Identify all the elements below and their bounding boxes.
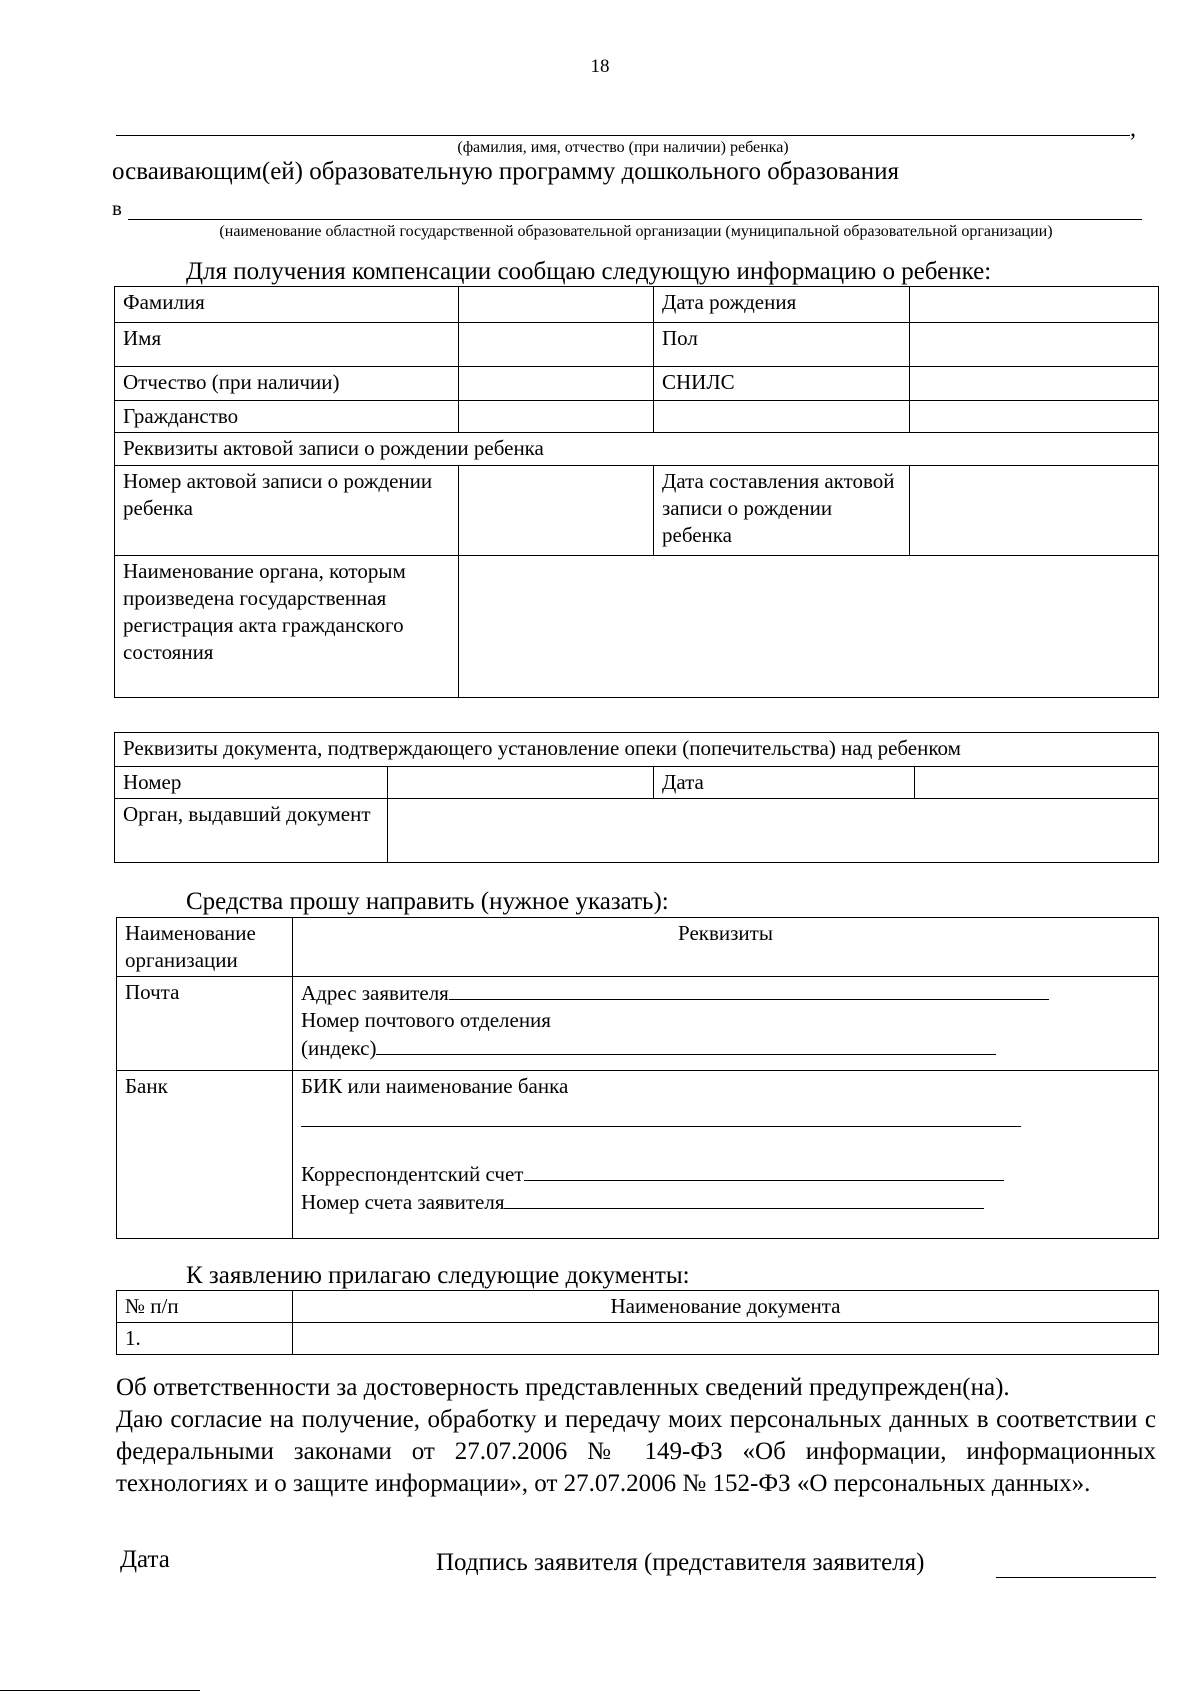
documents-heading: К заявлению прилагаю следующие документы: bbox=[186, 1262, 690, 1289]
date-label: Дата bbox=[120, 1546, 170, 1573]
name-value[interactable] bbox=[459, 323, 654, 367]
guardianship-number-label: Номер bbox=[115, 767, 388, 799]
comma: , bbox=[1130, 116, 1136, 142]
empty-cell bbox=[910, 401, 1159, 433]
birth-date-label: Дата рождения bbox=[654, 287, 910, 323]
bank-account-label: Номер счета заявителя bbox=[301, 1190, 505, 1214]
child-info-table bbox=[114, 286, 1159, 698]
bottom-rule bbox=[0, 1690, 200, 1691]
bank-account-field[interactable] bbox=[504, 1188, 984, 1209]
citizenship-value[interactable] bbox=[459, 401, 654, 433]
post-address-field[interactable] bbox=[449, 979, 1049, 1000]
record-date-value[interactable] bbox=[910, 466, 1159, 556]
snils-value[interactable] bbox=[910, 367, 1159, 401]
child-fio-line[interactable] bbox=[116, 135, 1130, 136]
authority-value[interactable] bbox=[459, 556, 1159, 698]
responsibility-text: Об ответственности за достоверность представленных сведений предупрежден(на). bbox=[116, 1374, 1010, 1401]
signature-label: Подпись заявителя (представителя заявителя) bbox=[436, 1549, 925, 1576]
birth-record-details-label: Реквизиты актовой записи о рождении ребенка bbox=[115, 433, 1159, 466]
bank-bik-label: БИК или наименование банка bbox=[301, 1074, 569, 1098]
surname-value[interactable] bbox=[459, 287, 654, 323]
record-number-label: Номер актовой записи о рождении ребенка bbox=[115, 466, 459, 556]
signature-line[interactable] bbox=[996, 1577, 1156, 1578]
bank-label[interactable]: Банк bbox=[117, 1071, 293, 1239]
post-label[interactable]: Почта bbox=[117, 977, 293, 1071]
sex-label: Пол bbox=[654, 323, 910, 367]
org-caption: (наименование областной государственной образовательной организации (муниципальной образовательной организации) bbox=[219, 223, 1053, 240]
post-index-label: (индекс) bbox=[301, 1036, 377, 1060]
bank-corr-field[interactable] bbox=[524, 1160, 1004, 1181]
guardianship-date-label: Дата bbox=[654, 767, 915, 799]
citizenship-label: Гражданство bbox=[115, 401, 459, 433]
record-number-value[interactable] bbox=[459, 466, 654, 556]
patronymic-value[interactable] bbox=[459, 367, 654, 401]
guardianship-issuer-label: Орган, выдавший документ bbox=[115, 799, 388, 863]
col-org-header: Наименование организации bbox=[117, 918, 293, 977]
guardianship-date-value[interactable] bbox=[915, 767, 1159, 799]
statement bbox=[116, 1372, 1156, 1500]
in-prefix: в bbox=[112, 196, 122, 220]
col-num-header: № п/п bbox=[117, 1291, 293, 1323]
consent-text: Даю согласие на получение, обработку и передачу моих персональных данных в соответствии с федеральными законами от 27.07.2006 № 149-ФЗ «Об информации, информационных технологиях и о защите информации», от 27.07.2006 № 152-ФЗ «О персональных данных». bbox=[116, 1406, 1156, 1497]
sex-value[interactable] bbox=[910, 323, 1159, 367]
doc-row-num: 1. bbox=[117, 1323, 293, 1355]
guardianship-table bbox=[114, 732, 1159, 863]
patronymic-label: Отчество (при наличии) bbox=[115, 367, 459, 401]
post-office-label: Номер почтового отделения bbox=[301, 1008, 551, 1032]
authority-label: Наименование органа, которым произведена государственная регистрация акта гражданского состояния bbox=[115, 556, 459, 698]
record-date-label: Дата составления актовой записи о рождении ребенка bbox=[654, 466, 910, 556]
bank-bik-field[interactable] bbox=[301, 1106, 1021, 1127]
table-row bbox=[117, 1323, 1159, 1355]
payment-heading: Средства прошу направить (нужное указать): bbox=[186, 888, 669, 915]
guardianship-number-value[interactable] bbox=[388, 767, 654, 799]
child-info-heading: Для получения компенсации сообщаю следующую информацию о ребенке: bbox=[186, 258, 992, 285]
org-line[interactable] bbox=[128, 219, 1142, 220]
post-index-field[interactable] bbox=[376, 1034, 996, 1055]
page-number: 18 bbox=[590, 56, 610, 77]
bank-details bbox=[293, 1071, 1159, 1239]
empty-cell bbox=[654, 401, 910, 433]
guardianship-title: Реквизиты документа, подтверждающего установление опеки (попечительства) над ребенком bbox=[115, 733, 1159, 767]
surname-label: Фамилия bbox=[115, 287, 459, 323]
payment-table bbox=[116, 917, 1159, 1239]
documents-table bbox=[116, 1290, 1159, 1355]
child-fio-caption: (фамилия, имя, отчество (при наличии) ребенка) bbox=[457, 139, 789, 156]
col-name-header: Наименование документа bbox=[293, 1291, 1159, 1323]
post-address-label: Адрес заявителя bbox=[301, 981, 449, 1005]
name-label: Имя bbox=[115, 323, 459, 367]
bank-corr-label: Корреспондентский счет bbox=[301, 1162, 524, 1186]
col-details-header: Реквизиты bbox=[293, 918, 1159, 977]
program-line: осваивающим(ей) образовательную программу дошкольного образования bbox=[112, 158, 900, 185]
snils-label: СНИЛС bbox=[654, 367, 910, 401]
guardianship-issuer-value[interactable] bbox=[388, 799, 1159, 863]
post-details bbox=[293, 977, 1159, 1071]
doc-row-name[interactable] bbox=[293, 1323, 1159, 1355]
birth-date-value[interactable] bbox=[910, 287, 1159, 323]
